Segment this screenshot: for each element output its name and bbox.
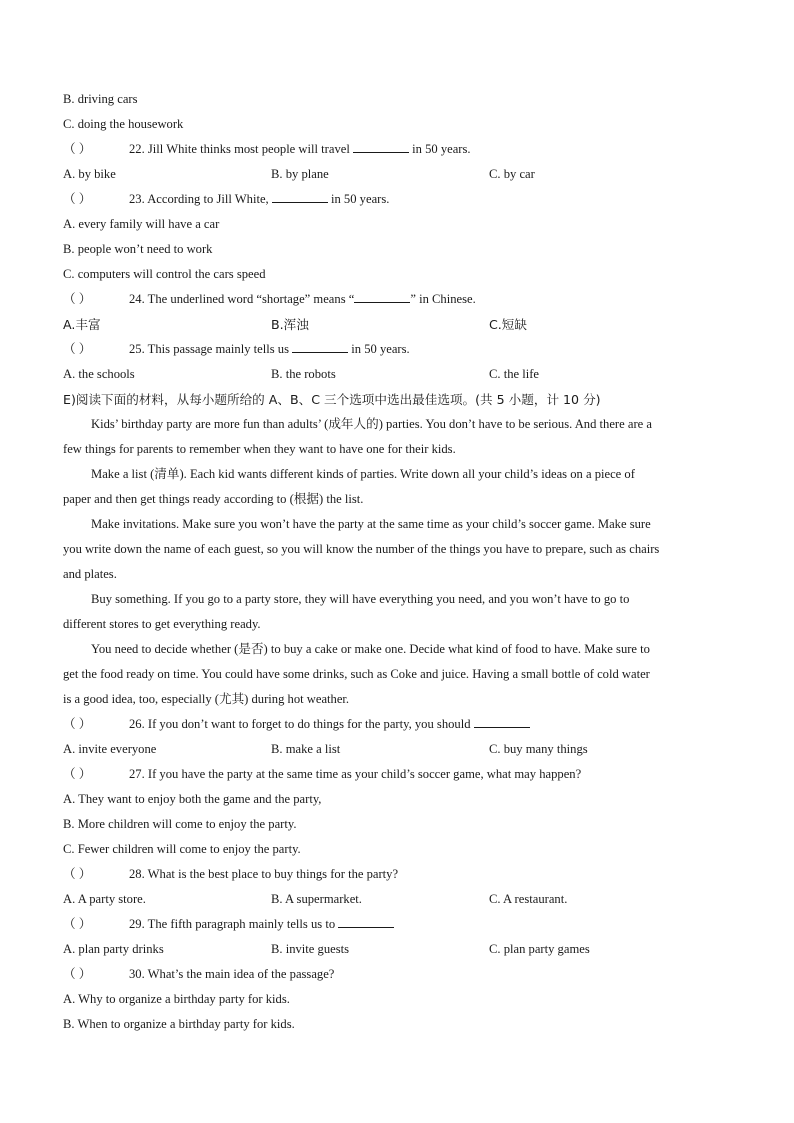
question-30: （ ） 30. What’s the main idea of the passage? bbox=[63, 962, 734, 987]
section-e-heading: E)阅读下面的材料，从每小题所给的 A、B、C 三个选项中选出最佳选项。(共 5 小题，计 10 分) bbox=[63, 392, 601, 407]
question-25-options bbox=[63, 362, 734, 387]
answer-blank bbox=[354, 290, 410, 303]
passage-line: is a good idea, too, especially (尤其) during hot weather. bbox=[63, 692, 350, 706]
option-c: C. A restaurant. bbox=[489, 892, 568, 906]
option-a: A. the schools bbox=[63, 367, 135, 381]
option-a: A. They want to enjoy both the game and the party, bbox=[63, 792, 322, 806]
option-c: C. computers will control the cars speed bbox=[63, 267, 266, 281]
passage-line: Make a list (清单). Each kid wants different kinds of parties. Write down all your child’s ideas on a piece of bbox=[91, 467, 635, 481]
passage-line: you write down the name of each guest, so you will know the number of the things you have to prepare, such as chairs bbox=[63, 542, 660, 556]
option-c: C. plan party games bbox=[489, 942, 590, 956]
answer-paren: （ ） bbox=[63, 867, 92, 881]
question-26-options bbox=[63, 737, 734, 762]
question-24: （ ） 24. The underlined word “shortage” means “ ” in Chinese. bbox=[63, 287, 734, 312]
passage-line: You need to decide whether (是否) to buy a cake or make one. Decide what kind of food to have. Make sure to bbox=[91, 642, 650, 656]
passage-line: get the food ready on time. You could have some drinks, such as Coke and juice. Having a small bottle of cold water bbox=[63, 667, 650, 681]
option-c: C. the life bbox=[489, 367, 540, 381]
option-a: A. plan party drinks bbox=[63, 942, 164, 956]
option-a: A. invite everyone bbox=[63, 742, 157, 756]
question-25: （ ） 25. This passage mainly tells us in 50 years. bbox=[63, 337, 734, 362]
question-26: （ ） 26. If you don’t want to forget to do things for the party, you should bbox=[63, 712, 734, 737]
option-c-housework: C. doing the housework bbox=[63, 117, 184, 131]
option-b: B. by plane bbox=[271, 167, 329, 181]
answer-blank bbox=[353, 140, 409, 153]
passage-line: different stores to get everything ready. bbox=[63, 617, 261, 631]
answer-paren: （ ） bbox=[63, 767, 92, 781]
option-c: C.短缺 bbox=[489, 317, 527, 332]
question-28: （ ） 28. What is the best place to buy things for the party? bbox=[63, 862, 734, 887]
answer-blank bbox=[474, 715, 530, 728]
answer-paren: （ ） bbox=[63, 717, 92, 731]
option-b: B. When to organize a birthday party for kids. bbox=[63, 1017, 295, 1031]
option-b: B. make a list bbox=[271, 742, 341, 756]
answer-blank bbox=[292, 340, 348, 353]
option-a: A. Why to organize a birthday party for kids. bbox=[63, 992, 290, 1006]
option-a: A.丰富 bbox=[63, 317, 101, 332]
option-c: C. buy many things bbox=[489, 742, 588, 756]
answer-paren: （ ） bbox=[63, 342, 92, 356]
option-b: B. the robots bbox=[271, 367, 336, 381]
passage-line: few things for parents to remember when they want to have one for their kids. bbox=[63, 442, 456, 456]
option-b: B. invite guests bbox=[271, 942, 350, 956]
question-23: （ ） 23. According to Jill White, in 50 years. bbox=[63, 187, 734, 212]
option-c: C. Fewer children will come to enjoy the party. bbox=[63, 842, 301, 856]
question-27: （ ） 27. If you have the party at the same time as your child’s soccer game, what may happen? bbox=[63, 762, 734, 787]
passage-line: Kids’ birthday party are more fun than adults’ (成年人的) parties. You don’t have to be serious. And there are a bbox=[91, 417, 652, 431]
question-22: （ ） 22. Jill White thinks most people will travel in 50 years. bbox=[63, 137, 734, 162]
option-b: B. More children will come to enjoy the party. bbox=[63, 817, 297, 831]
answer-blank bbox=[272, 190, 328, 203]
answer-paren: （ ） bbox=[63, 142, 92, 156]
passage-line: and plates. bbox=[63, 567, 117, 581]
option-a: A. by bike bbox=[63, 167, 116, 181]
option-b: B. A supermarket. bbox=[271, 892, 362, 906]
question-24-options bbox=[63, 312, 734, 337]
option-b-driving-cars: B. driving cars bbox=[63, 92, 138, 106]
option-b: B. people won’t need to work bbox=[63, 242, 213, 256]
option-a: A. every family will have a car bbox=[63, 217, 220, 231]
question-29: （ ） 29. The fifth paragraph mainly tells us to bbox=[63, 912, 734, 937]
option-a: A. A party store. bbox=[63, 892, 146, 906]
passage-line: Buy something. If you go to a party store, they will have everything you need, and you won’t have to go to bbox=[91, 592, 630, 606]
option-c: C. by car bbox=[489, 167, 535, 181]
answer-paren: （ ） bbox=[63, 292, 92, 306]
passage-line: Make invitations. Make sure you won’t have the party at the same time as your child’s soccer game. Make sure bbox=[91, 517, 651, 531]
answer-paren: （ ） bbox=[63, 192, 92, 206]
question-22-options bbox=[63, 162, 734, 187]
question-28-options bbox=[63, 887, 734, 912]
answer-blank bbox=[338, 915, 394, 928]
answer-paren: （ ） bbox=[63, 917, 92, 931]
passage-line: paper and then get things ready according to (根据) the list. bbox=[63, 492, 364, 506]
question-29-options bbox=[63, 937, 734, 962]
option-b: B.浑浊 bbox=[271, 317, 309, 332]
answer-paren: （ ） bbox=[63, 967, 92, 981]
